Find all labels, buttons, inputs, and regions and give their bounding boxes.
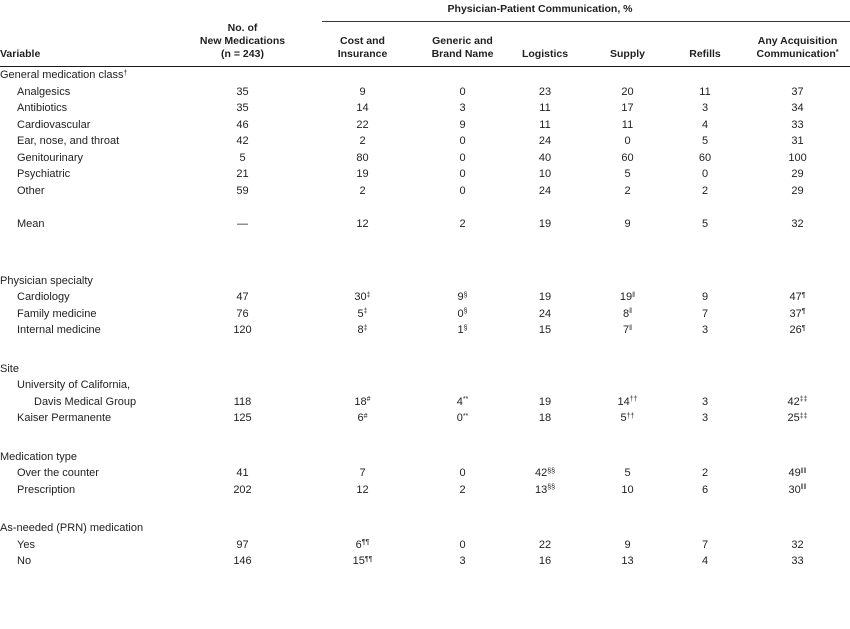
spacer-row: [0, 199, 850, 216]
data-cell: 10: [538, 168, 552, 180]
data-cell: 80: [356, 151, 369, 164]
data-cell: 76: [236, 307, 249, 320]
footnote-marker: **: [462, 412, 469, 420]
section-title: Site: [0, 362, 19, 375]
data-cell: 11: [539, 102, 551, 114]
data-cell: 19: [538, 218, 552, 230]
table-row: [0, 166, 850, 183]
table-body: [0, 67, 850, 570]
column-header-line: No. of: [227, 22, 258, 34]
data-cell: 19: [538, 291, 552, 303]
data-cell: 2: [701, 184, 709, 197]
data-cell: 29: [791, 168, 804, 180]
row-label-text: Antibiotics: [17, 102, 68, 114]
table-row: [0, 553, 850, 570]
footnote-marker: §: [463, 291, 468, 299]
row-label: [0, 377, 185, 410]
row-label: [0, 537, 185, 554]
data-cell: 0: [459, 184, 466, 197]
data-cell: 125: [233, 412, 252, 424]
section-title-row: [0, 361, 850, 378]
data-cell: 2: [701, 467, 709, 479]
data-cell: 9§: [457, 291, 468, 303]
data-cell: 35: [236, 85, 249, 98]
table-row: [0, 377, 850, 410]
data-cell: 11: [621, 118, 634, 131]
data-cell: 42: [236, 135, 249, 147]
data-cell: 35: [236, 102, 249, 114]
row-label: [0, 306, 185, 323]
data-cell: 30‖‖: [788, 483, 807, 496]
table-row: [0, 100, 850, 117]
data-cell: 0: [459, 538, 466, 551]
data-cell: 24: [538, 135, 552, 147]
data-cell: 49‖‖: [788, 467, 807, 479]
data-cell: 33: [791, 555, 804, 567]
data-cell: 32: [791, 218, 804, 230]
footnote-marker: ¶¶: [361, 539, 370, 546]
footnote-marker: #: [366, 396, 371, 403]
data-cell: 0: [459, 467, 466, 479]
row-label: [0, 117, 185, 134]
data-cell: 25‡‡: [787, 412, 808, 424]
row-label: [0, 465, 185, 482]
data-cell: 1§: [457, 324, 468, 336]
data-cell: 6¶¶: [355, 538, 370, 551]
row-label: [0, 553, 185, 570]
data-cell: 15¶¶: [352, 555, 373, 567]
footnote-marker: ¶: [801, 308, 806, 315]
data-cell: 5: [701, 218, 709, 230]
section-title-row: [0, 449, 850, 466]
data-cell: 3: [459, 555, 466, 567]
data-cell: 26¶: [789, 324, 806, 336]
section-title: As-needed (PRN) medication: [0, 522, 144, 534]
footnote-marker: ‖‖: [800, 484, 807, 491]
row-label-text: Genitourinary: [17, 151, 84, 164]
data-cell: 6: [701, 483, 709, 496]
data-cell: 40: [538, 151, 552, 164]
section-title-row: [0, 67, 850, 84]
row-label-text: Kaiser Permanente: [17, 412, 112, 424]
data-cell: 7‖: [622, 324, 633, 336]
data-cell: 146: [233, 555, 252, 567]
data-cell: 7: [701, 307, 709, 320]
spacer: [0, 498, 850, 520]
data-cell: 0: [459, 151, 466, 164]
data-cell: 2: [624, 184, 631, 197]
data-cell: 5: [239, 151, 246, 164]
table-row: [0, 322, 850, 339]
data-cell: 4: [701, 555, 709, 567]
footnote-marker: ‖: [629, 324, 633, 332]
data-cell: 10: [621, 483, 634, 496]
table-row: [0, 465, 850, 482]
data-cell: 2: [359, 135, 366, 147]
footnote-marker: ‖‖: [800, 467, 807, 475]
data-cell: 120: [233, 324, 252, 336]
spanner-row: [0, 0, 850, 22]
table-row: [0, 117, 850, 134]
data-cell: 5: [701, 135, 709, 147]
data-cell: 24: [538, 307, 552, 320]
row-label-text: Cardiology: [17, 291, 70, 303]
data-cell: 34: [791, 102, 804, 114]
data-cell: 0**: [456, 412, 469, 424]
data-cell: 9: [624, 538, 631, 551]
footnote-marker: ‖: [632, 291, 636, 299]
row-label: [0, 150, 185, 167]
data-cell: 3: [701, 102, 709, 114]
footnote-marker: ††: [629, 396, 638, 403]
row-label: [0, 84, 185, 101]
section-title: Medication type: [0, 450, 78, 463]
footnote-marker: ¶: [801, 324, 806, 332]
row-label-text: Psychiatric: [17, 168, 71, 180]
footnote-marker: §§: [547, 467, 556, 475]
data-cell: 0: [459, 168, 466, 180]
column-header-line: Cost and: [340, 35, 385, 47]
data-cell: 4**: [456, 395, 469, 408]
row-label-text: Analgesics: [17, 85, 71, 98]
table-row: [0, 133, 850, 150]
data-cell: 33: [791, 118, 804, 131]
row-label: [0, 410, 185, 427]
spacer-row: [0, 339, 850, 361]
spacer: [0, 427, 850, 449]
row-label-text-line2: Davis Medical Group: [34, 395, 137, 408]
data-cell: 9: [459, 118, 466, 131]
data-cell: 19‖: [619, 291, 636, 303]
data-cell: 16: [538, 555, 552, 567]
row-label-text: No: [17, 555, 32, 567]
data-cell: 7: [359, 467, 366, 479]
column-header-row: [0, 22, 850, 67]
data-cell: 9: [359, 85, 366, 98]
column-header-line: Generic and: [432, 35, 493, 47]
table-row: [0, 216, 850, 233]
data-cell: 21: [236, 168, 249, 180]
column-header: [745, 22, 850, 67]
data-cell: 2: [359, 184, 366, 197]
section-title: General medication class†: [0, 69, 128, 81]
column-header-variable: [0, 22, 185, 67]
data-cell: 22: [538, 538, 552, 551]
spacer-row: [0, 427, 850, 449]
data-cell: 19: [538, 395, 552, 408]
column-header: [425, 22, 500, 67]
spanner-spacer: [0, 0, 300, 22]
table-row: [0, 289, 850, 306]
row-label: [0, 133, 185, 150]
column-header-line: Any Acquisition: [757, 35, 838, 47]
data-cell: 9: [701, 291, 709, 303]
column-header-line: Refills: [689, 48, 721, 60]
data-cell: 0: [459, 135, 466, 147]
spacer: [0, 199, 850, 216]
footnote-marker: **: [462, 396, 469, 403]
data-cell: 11: [699, 85, 711, 98]
data-cell: 15: [538, 324, 552, 336]
row-label: [0, 216, 185, 233]
data-cell: 14: [356, 102, 369, 114]
data-cell: 19: [356, 168, 369, 180]
footnote-marker: ‡: [363, 324, 368, 332]
data-cell: 22: [356, 118, 369, 131]
data-cell: 5: [624, 168, 631, 180]
data-cell: 41: [236, 467, 249, 479]
data-cell: 3: [701, 412, 709, 424]
data-cell: 23: [538, 85, 552, 98]
data-cell: 46: [236, 118, 249, 131]
table-row: [0, 183, 850, 200]
row-label-text: Cardiovascular: [17, 118, 91, 131]
footnote-marker: §: [463, 324, 468, 332]
data-cell: 12: [356, 218, 369, 230]
data-cell: 4: [701, 118, 709, 131]
data-cell: 3: [459, 102, 466, 114]
section-title: Physician specialty: [0, 274, 93, 287]
data-cell: 8‡: [357, 324, 368, 336]
data-cell: 3: [701, 324, 709, 336]
column-header: [185, 22, 300, 67]
row-label: [0, 166, 185, 183]
column-header-line: Insurance: [337, 48, 388, 60]
data-cell: 18#: [354, 395, 371, 408]
footnote-marker: §: [463, 308, 468, 315]
data-cell: 37: [791, 85, 804, 98]
data-cell: 5: [624, 467, 631, 479]
data-cell: 42§§: [534, 467, 556, 479]
data-cell: —: [237, 218, 248, 230]
data-cell: 18: [538, 412, 552, 424]
data-cell: 31: [791, 135, 804, 147]
spanner-cell: [300, 0, 850, 22]
data-cell: 59: [236, 184, 249, 197]
data-cell: 6#: [357, 412, 368, 424]
row-label-text: Over the counter: [17, 467, 99, 479]
footnote-marker: *: [835, 48, 839, 56]
spacer-row: [0, 233, 850, 273]
footnote-marker: ¶¶: [364, 555, 373, 563]
data-cell: 3: [701, 395, 709, 408]
table-row: [0, 150, 850, 167]
column-header-line: (n = 243): [221, 48, 264, 60]
data-cell: 2: [459, 483, 466, 496]
footnote-marker: ‖: [629, 308, 633, 315]
row-label-text: Ear, nose, and throat: [17, 135, 120, 147]
section-title-row: [0, 273, 850, 290]
data-cell: 32: [791, 538, 804, 551]
data-cell: 9: [624, 218, 631, 230]
column-header-line: New Medications: [199, 35, 286, 47]
row-label: [0, 100, 185, 117]
data-cell: 29: [791, 184, 804, 197]
data-cell: 0: [701, 168, 709, 180]
column-header: [665, 22, 745, 67]
column-header: [500, 22, 590, 67]
row-label: [0, 322, 185, 339]
column-header-line: Supply: [609, 48, 645, 60]
section-title-row: [0, 520, 850, 537]
spacer-row: [0, 498, 850, 520]
data-cell: 0: [459, 85, 466, 98]
footnote-marker: ‡‡: [799, 412, 808, 420]
row-label-text: Other: [17, 184, 45, 197]
footnote-marker: ‡: [366, 291, 371, 299]
data-cell: 0§: [457, 307, 468, 320]
row-label-text: Prescription: [17, 483, 76, 496]
table-row: [0, 482, 850, 499]
data-cell: 47¶: [789, 291, 806, 303]
data-cell: 2: [459, 218, 466, 230]
data-cell: 37¶: [789, 307, 806, 320]
row-label: [0, 289, 185, 306]
data-cell: 0: [624, 135, 631, 147]
table-row: [0, 410, 850, 427]
data-cell: 17: [621, 102, 634, 114]
table-row: [0, 306, 850, 323]
data-cell: 11: [539, 118, 551, 131]
data-cell: 30‡: [354, 291, 371, 303]
data-cell: 7: [701, 538, 709, 551]
data-cell: 47: [236, 291, 249, 303]
row-label-text: University of California,: [17, 379, 131, 391]
column-header: [300, 22, 425, 67]
data-cell: 100: [788, 151, 807, 164]
footnote-marker: ‡: [363, 308, 368, 315]
row-label: [0, 183, 185, 200]
data-cell: 13§§: [534, 483, 556, 496]
data-cell: 8‖: [622, 307, 633, 320]
data-cell: 60: [621, 151, 634, 164]
data-cell: 202: [233, 483, 252, 496]
column-header-line: Brand Name: [431, 48, 494, 60]
table-row: [0, 84, 850, 101]
data-cell: 5‡: [357, 307, 368, 320]
column-header-line: Logistics: [521, 48, 569, 60]
data-cell: 14††: [617, 395, 638, 408]
footnote-marker: †: [123, 69, 128, 77]
spacer: [0, 233, 850, 273]
column-header: [590, 22, 665, 67]
footnote-marker: ¶: [801, 291, 806, 299]
spacer: [0, 339, 850, 361]
data-cell: 97: [236, 538, 249, 551]
data-cell: 60: [698, 151, 712, 164]
row-label-text: Mean: [17, 218, 45, 230]
row-label-text: Internal medicine: [17, 324, 101, 336]
footnote-marker: ‡‡: [799, 396, 808, 403]
data-cell: 24: [538, 184, 552, 197]
data-cell: 20: [621, 85, 634, 98]
data-cell: 118: [233, 395, 252, 408]
footnote-marker: #: [363, 412, 368, 420]
row-label: [0, 482, 185, 499]
data-cell: 42‡‡: [787, 395, 808, 408]
footnote-marker: §§: [547, 484, 556, 491]
data-cell: 5††: [620, 412, 635, 424]
row-label-text: Yes: [17, 538, 35, 551]
footnote-marker: ††: [626, 412, 635, 420]
row-label-text: Family medicine: [17, 307, 97, 320]
table-row: [0, 537, 850, 554]
column-header-line: Variable: [0, 48, 41, 60]
data-cell: 13: [621, 555, 634, 567]
column-header-line: Communication*: [756, 48, 839, 60]
table-spanner-title: Physician-Patient Communication, %: [447, 3, 633, 15]
data-cell: 12: [356, 483, 369, 496]
